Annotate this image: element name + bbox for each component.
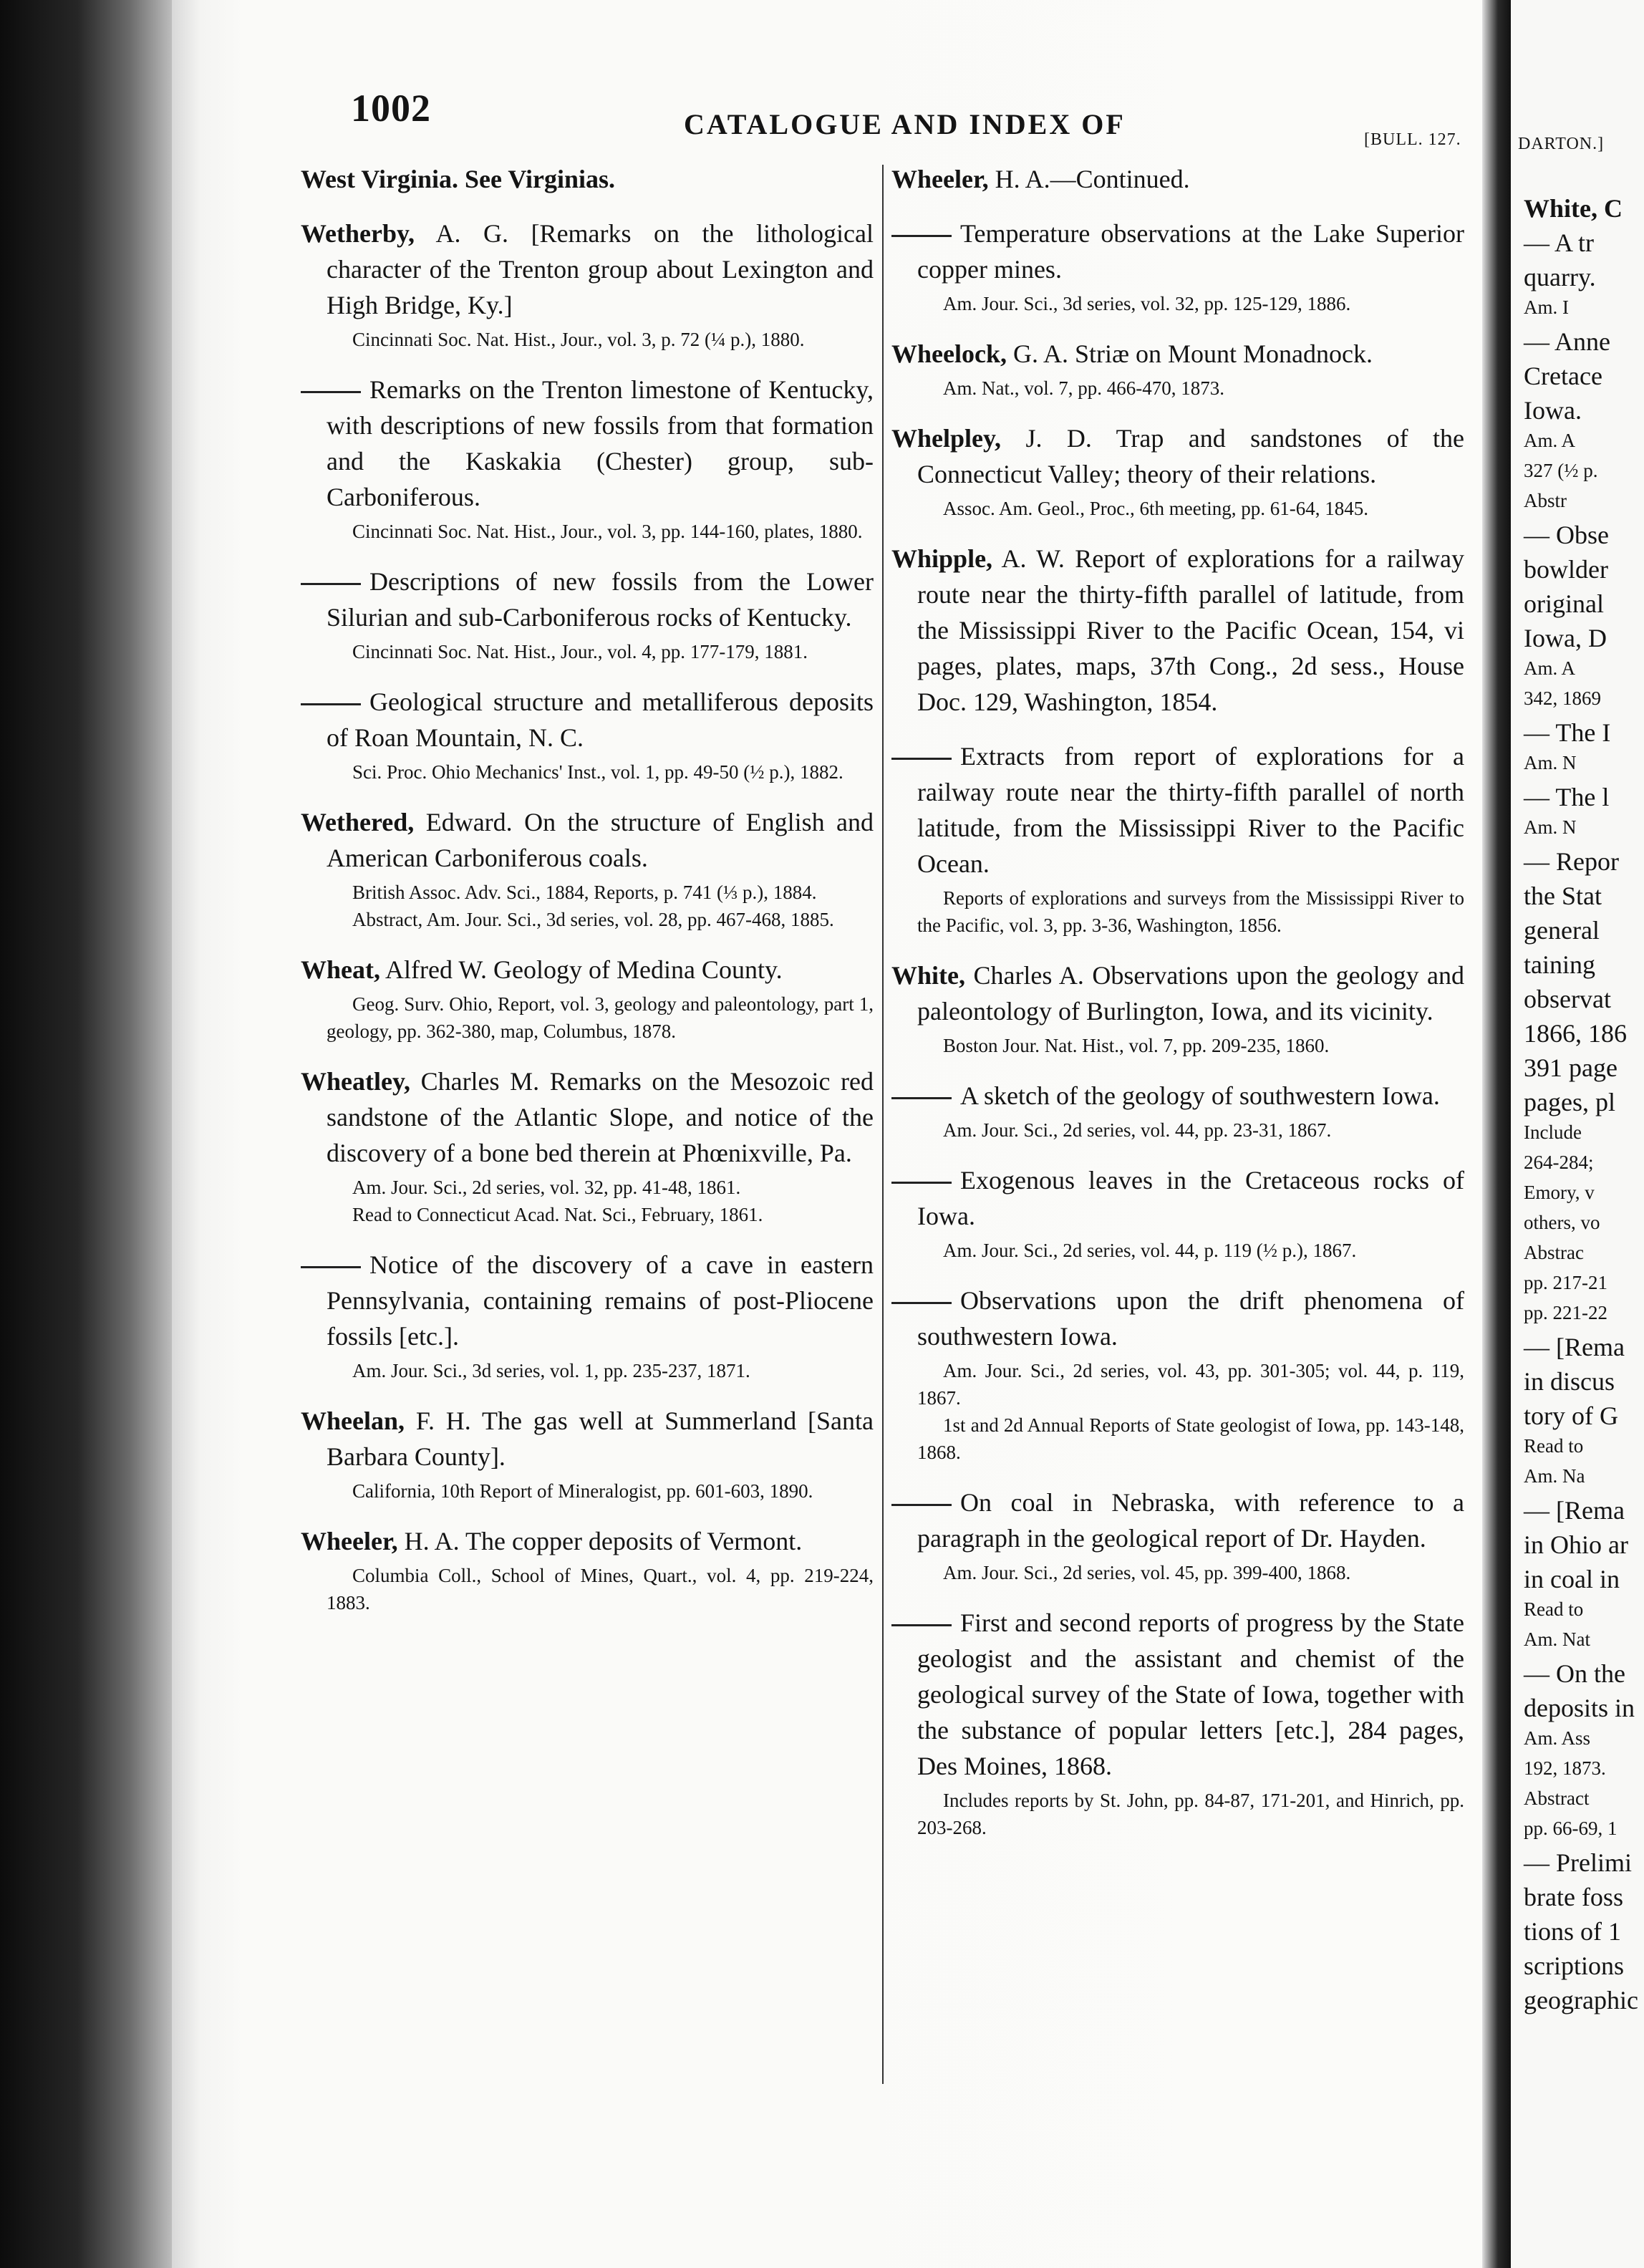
author-initials: A. G. [435, 219, 509, 248]
work-title: Geological structure and metalliferous deposits of Roan Mountain, N. C. [327, 687, 874, 752]
right-page-line: — [Rema [1524, 1496, 1625, 1525]
citation-block [891, 1357, 1464, 1466]
bibliography-entry [301, 1403, 874, 1505]
citation-block [891, 1116, 1464, 1144]
right-page-line: White, C [1524, 194, 1623, 223]
ditto-dash [891, 1302, 952, 1304]
page-gutter [1482, 0, 1511, 2268]
right-page-line: taining [1524, 950, 1595, 979]
entry-title [301, 1403, 874, 1475]
right-page-line: Read to [1524, 1435, 1584, 1457]
book-binding-shadow [0, 0, 172, 2268]
right-page-line: in coal in [1524, 1565, 1620, 1593]
bibliography-entry [301, 216, 874, 353]
entry-title [301, 684, 874, 756]
author-surname: Wheeler, [301, 1527, 398, 1555]
right-page-line: pages, pl [1524, 1088, 1615, 1116]
right-page-line: Am. A [1524, 430, 1576, 451]
right-page-line: 342, 1869 [1524, 687, 1601, 709]
citation-block [301, 1562, 874, 1616]
right-page-line: brate foss [1524, 1883, 1623, 1911]
author-initials: Charles M. [420, 1067, 540, 1096]
entry-title [891, 541, 1464, 720]
entry-title [301, 1247, 874, 1354]
bibliography-entry [891, 1078, 1464, 1144]
work-title: Striæ on Mount Monadnock. [1075, 339, 1373, 368]
author-surname: Wheeler, [891, 165, 989, 193]
ditto-dash [301, 703, 361, 705]
bibliography-entry [891, 336, 1464, 402]
right-page-line: 391 page [1524, 1053, 1618, 1082]
citation-line: Sci. Proc. Ohio Mechanics' Inst., vol. 1, pp. 49-50 (½ p.), 1882. [352, 761, 843, 783]
citation-line: Assoc. Am. Geol., Proc., 6th meeting, pp. 61-64, 1845. [943, 498, 1368, 519]
entry-title [891, 1078, 1464, 1114]
right-page-line: Include [1524, 1121, 1582, 1143]
right-page-line: — Prelimi [1524, 1848, 1632, 1877]
right-page-line: Abstr [1524, 490, 1567, 511]
citation-block [301, 1477, 874, 1505]
author-surname: Wheelock, [891, 339, 1007, 368]
entry-title [301, 952, 874, 988]
work-title: A sketch of the geology of southwestern Iowa. [960, 1081, 1440, 1110]
entry-title [891, 1485, 1464, 1556]
citation-line: Includes reports by St. John, pp. 84-87, 171-201, and Hinrich, pp. 203-268. [917, 1790, 1464, 1838]
citation-line: British Assoc. Adv. Sci., 1884, Reports, p. 741 (⅓ p.), 1884. [352, 882, 817, 903]
entry-title [891, 336, 1464, 372]
right-page-line: Read to [1524, 1598, 1584, 1620]
right-page-line: observat [1524, 985, 1611, 1013]
work-title: Notice of the discovery of a cave in eastern Pennsylvania, containing remains of post-Pliocene fossils [etc.]. [327, 1250, 874, 1351]
author-initials: F. H. [415, 1406, 471, 1435]
citation-block [891, 884, 1464, 939]
entry-title [301, 216, 874, 323]
right-page-line: general [1524, 916, 1600, 945]
right-page-line: Iowa, D [1524, 624, 1607, 652]
citation-line: Am. Jour. Sci., 2d series, vol. 43, pp. 301-305; vol. 44, p. 119, 1867. [917, 1360, 1464, 1409]
citation-block [891, 290, 1464, 317]
middle-column [891, 161, 1464, 1860]
right-page-line: — Repor [1524, 847, 1619, 876]
work-title: The gas well at Summerland [Santa Barbara County]. [327, 1406, 874, 1471]
author-initials: Edward. [425, 808, 513, 836]
citation-block [301, 879, 874, 933]
work-title: Exogenous leaves in the Cretaceous rocks of Iowa. [917, 1166, 1464, 1230]
citation-block [301, 990, 874, 1045]
author-surname: Wheelan, [301, 1406, 405, 1435]
citation-line: Cincinnati Soc. Nat. Hist., Jour., vol. 3, pp. 144-160, plates, 1880. [352, 521, 863, 542]
bibliography-entry [301, 1523, 874, 1616]
entry-title [891, 161, 1464, 197]
right-page-line: the Stat [1524, 882, 1602, 910]
entry-title [891, 1283, 1464, 1354]
author-initials: A. W. [1001, 544, 1065, 573]
entry-title [891, 216, 1464, 287]
right-page-line: Am. N [1524, 816, 1577, 838]
work-title: See Virginias. [465, 165, 616, 193]
ditto-dash [301, 391, 361, 393]
author-surname: West Virginia. [301, 165, 459, 193]
bibliography-entry [891, 1605, 1464, 1841]
right-page-line: Am. Na [1524, 1465, 1585, 1487]
right-page-line: bowlder [1524, 555, 1608, 584]
right-page-line: others, vo [1524, 1212, 1600, 1233]
work-title: Report of explorations for a railway route near the thirty-fifth parallel of latitude, from the Mississippi River to the Pacific Ocean, 154, vi pages, plates, maps, 37th Cong., 2d sess., House Doc. 129, Washington, 1854. [917, 544, 1464, 716]
bibliography-entry [891, 1283, 1464, 1466]
right-page-line: Emory, v [1524, 1182, 1595, 1203]
citation-line: Cincinnati Soc. Nat. Hist., Jour., vol. 4, pp. 177-179, 1881. [352, 641, 808, 662]
bibliography-entry [891, 957, 1464, 1059]
running-title: CATALOGUE AND INDEX OF [684, 108, 1126, 140]
entry-title [891, 738, 1464, 882]
right-page-line: 327 (½ p. [1524, 460, 1598, 481]
right-page-line: original [1524, 589, 1604, 618]
author-initials: Charles A. [973, 961, 1084, 990]
right-page-line: Iowa. [1524, 396, 1582, 425]
right-page-line: Am. Nat [1524, 1628, 1590, 1650]
entry-title [891, 420, 1464, 492]
author-initials: Alfred W. [385, 955, 487, 984]
bibliography-entry [301, 684, 874, 786]
citation-block [301, 638, 874, 665]
bibliography-entry [891, 1162, 1464, 1264]
ditto-dash [891, 1504, 952, 1506]
citation-block [301, 758, 874, 786]
bibliography-entry [891, 420, 1464, 522]
right-page-line: 192, 1873. [1524, 1757, 1606, 1779]
author-surname: White, [891, 961, 965, 990]
author-initials: H. A.—Continued. [995, 165, 1190, 193]
bibliography-entry [301, 1247, 874, 1384]
right-page-line: Cretace [1524, 362, 1602, 390]
column-rule [882, 165, 884, 2084]
entry-title [301, 372, 874, 515]
right-page-line: — The I [1524, 718, 1611, 747]
right-page-line: Am. Ass [1524, 1727, 1591, 1749]
citation-line: Columbia Coll., School of Mines, Quart., vol. 4, pp. 219-224, 1883. [327, 1565, 874, 1613]
bibliography-entry [301, 564, 874, 665]
bibliography-entry [301, 804, 874, 933]
citation-line: Am. Jour. Sci., 3d series, vol. 1, pp. 235-237, 1871. [352, 1360, 750, 1381]
citation-block [891, 375, 1464, 402]
work-title: Observations upon the geology and paleontology of Burlington, Iowa, and its vicinity. [917, 961, 1465, 1026]
work-title: Observations upon the drift phenomena of southwestern Iowa. [917, 1286, 1464, 1351]
right-page-line: deposits in [1524, 1694, 1635, 1722]
work-title: First and second reports of progress by the State geologist and the assistant and chemist of the geological survey of the State of Iowa, together with the substance of popular letters [etc.], 284 pages, Des Moines, 1868. [917, 1608, 1464, 1780]
right-page-line: pp. 217-21 [1524, 1272, 1607, 1293]
citation-line: Read to Connecticut Acad. Nat. Sci., February, 1861. [352, 1204, 763, 1225]
work-title: Remarks on the Trenton limestone of Kentucky, with descriptions of new fossils from that formation and the Kaskakia (Chester) group, sub-Carboniferous. [327, 375, 874, 511]
ditto-dash [891, 235, 952, 237]
author-initials: H. A. [404, 1527, 460, 1555]
ditto-dash [301, 1266, 361, 1268]
citation-line: Reports of explorations and surveys from the Mississippi River to the Pacific, vol. 3, pp. 3-36, Washington, 1856. [917, 887, 1464, 936]
citation-block [301, 1357, 874, 1384]
ditto-dash [891, 758, 952, 760]
work-title: Geology of Medina County. [493, 955, 783, 984]
right-page-line: Am. A [1524, 657, 1576, 679]
author-surname: Wheatley, [301, 1067, 410, 1096]
citation-block [891, 1032, 1464, 1059]
right-page-line: — Anne [1524, 327, 1610, 356]
work-title: Descriptions of new fossils from the Lower Silurian and sub-Carboniferous rocks of Kentucky. [327, 567, 874, 632]
right-page-line: 264-284; [1524, 1152, 1594, 1173]
citation-block [301, 1174, 874, 1228]
right-page-line: quarry. [1524, 263, 1596, 291]
right-page-line: — On the [1524, 1659, 1625, 1688]
right-page-line: pp. 221-22 [1524, 1302, 1607, 1323]
right-page-line: scriptions [1524, 1951, 1624, 1980]
right-page-line: — A tr [1524, 228, 1595, 257]
bibliography-entry [301, 1063, 874, 1228]
right-page-line: Abstract [1524, 1787, 1590, 1809]
author-surname: Whipple, [891, 544, 993, 573]
entry-title [301, 564, 874, 635]
bibliography-entry [301, 372, 874, 545]
author-surname: Wethered, [301, 808, 415, 836]
bulletin-label: [BULL. 127. [1364, 130, 1461, 149]
right-page-line: tory of G [1524, 1401, 1618, 1430]
citation-block [301, 326, 874, 353]
entry-title [891, 1605, 1464, 1784]
right-page-line: Am. I [1524, 296, 1569, 318]
page-number: 1002 [351, 87, 431, 130]
bibliography-entry [891, 161, 1464, 197]
entry-title [301, 161, 874, 197]
citation-line: Am. Jour. Sci., 2d series, vol. 44, pp. 23-31, 1867. [943, 1119, 1332, 1141]
citation-line: Am. Nat., vol. 7, pp. 466-470, 1873. [943, 377, 1224, 399]
work-title: [Remarks on the lithological character of the Trenton group about Lexington and High Bridge, Ky.] [327, 219, 874, 319]
right-page-line: pp. 66-69, 1 [1524, 1818, 1618, 1839]
citation-line: 1st and 2d Annual Reports of State geologist of Iowa, pp. 143-148, 1868. [917, 1414, 1464, 1463]
citation-line: Am. Jour. Sci., 2d series, vol. 45, pp. 399-400, 1868. [943, 1562, 1351, 1583]
right-page-line: geographic [1524, 1986, 1638, 2014]
citation-block [891, 1787, 1464, 1841]
citation-line: Boston Jour. Nat. Hist., vol. 7, pp. 209-235, 1860. [943, 1035, 1330, 1056]
bibliography-entry [891, 216, 1464, 317]
bibliography-entry [891, 738, 1464, 939]
citation-line: Am. Jour. Sci., 2d series, vol. 32, pp. 41-48, 1861. [352, 1177, 741, 1198]
ditto-dash [891, 1182, 952, 1184]
work-title: Remarks on the Mesozoic red sandstone of the Atlantic Slope, and notice of the discovery of a bone bed therein at Phœnixville, Pa. [327, 1067, 874, 1167]
right-page-line: Abstrac [1524, 1242, 1584, 1263]
entry-title [301, 1523, 874, 1559]
work-title: The copper deposits of Vermont. [465, 1527, 803, 1555]
work-title: Extracts from report of explorations for a railway route near the thirty-fifth parallel of north latitude, from the Mississippi River to the Pacific Ocean. [917, 742, 1464, 878]
citation-block [891, 1237, 1464, 1264]
citation-line: Am. Jour. Sci., 3d series, vol. 32, pp. 125-129, 1886. [943, 293, 1351, 314]
citation-line: Geog. Surv. Ohio, Report, vol. 3, geology and paleontology, part 1, geology, pp. 362-380, map, Columbus, 1878. [327, 993, 874, 1042]
entry-title [301, 1063, 874, 1171]
entry-title [891, 957, 1464, 1029]
right-page-line: Am. N [1524, 752, 1577, 773]
right-page-line: — The l [1524, 783, 1610, 811]
author-surname: Whelpley, [891, 424, 1002, 453]
right-page-line: — Obse [1524, 521, 1609, 549]
entry-title [301, 804, 874, 876]
entry-title [891, 1162, 1464, 1234]
citation-block [891, 495, 1464, 522]
right-page-line: in Ohio ar [1524, 1530, 1628, 1559]
right-page-header: DARTON.] [1518, 135, 1605, 153]
right-page-line: 1866, 186 [1524, 1019, 1627, 1048]
author-initials: G. A. [1012, 339, 1068, 368]
right-page-line: tions of 1 [1524, 1917, 1622, 1946]
right-page-line: in discus [1524, 1367, 1615, 1396]
citation-line: Am. Jour. Sci., 2d series, vol. 44, p. 119 (½ p.), 1867. [943, 1240, 1357, 1261]
citation-line: Cincinnati Soc. Nat. Hist., Jour., vol. 3, p. 72 (¼ p.), 1880. [352, 329, 805, 350]
left-column [301, 161, 874, 1635]
work-title: Temperature observations at the Lake Superior copper mines. [917, 219, 1464, 284]
right-page-line: — [Rema [1524, 1333, 1625, 1361]
bibliography-entry [891, 541, 1464, 720]
bibliography-entry [301, 161, 874, 197]
work-title: Trap and sandstones of the Connecticut Valley; theory of their relations. [917, 424, 1464, 488]
citation-block [301, 518, 874, 545]
citation-line: Abstract, Am. Jour. Sci., 3d series, vol. 28, pp. 467-468, 1885. [352, 909, 834, 930]
ditto-dash [301, 583, 361, 585]
author-surname: Wetherby, [301, 219, 415, 248]
citation-line: California, 10th Report of Mineralogist, pp. 601-603, 1890. [352, 1480, 813, 1502]
work-title: On the structure of English and American Carboniferous coals. [327, 808, 874, 872]
bibliography-entry [301, 952, 874, 1045]
ditto-dash [891, 1097, 952, 1099]
ditto-dash [891, 1624, 952, 1626]
author-surname: Wheat, [301, 955, 380, 984]
author-initials: J. D. [1025, 424, 1092, 453]
citation-block [891, 1559, 1464, 1586]
work-title: On coal in Nebraska, with reference to a paragraph in the geological report of Dr. Hayden. [917, 1488, 1464, 1553]
bibliography-entry [891, 1485, 1464, 1586]
